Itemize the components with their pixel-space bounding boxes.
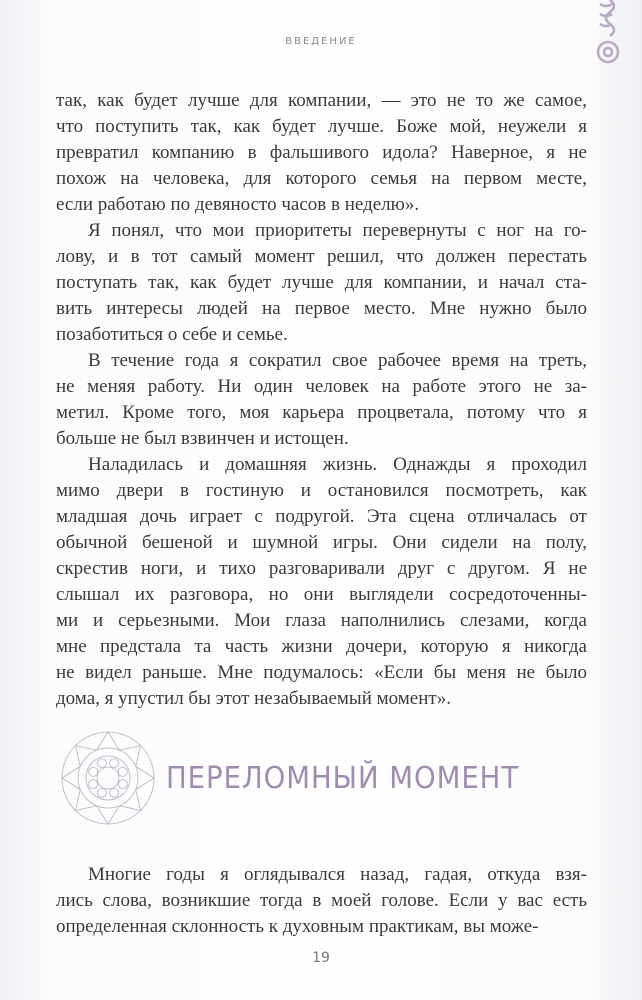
mandala-petal — [136, 767, 154, 790]
mandala-petal — [119, 789, 140, 810]
paragraph — [56, 452, 587, 712]
text-line: обычной бешеной и шумной игры. Они сидели на полу, — [56, 532, 587, 553]
text-line: поступать так, как будет лучше для компании, и начал ста- — [56, 272, 587, 293]
text-line: так, как будет лучше для компании, — это не то же самое, — [56, 90, 587, 111]
mandala-bead — [110, 788, 119, 797]
text-line: вить интересы людей на первое место. Мне нужно было — [56, 298, 587, 319]
mandala-bead — [97, 759, 106, 768]
text-line: слышал их разговора, но они выглядели сосредоточенны- — [56, 584, 587, 605]
mandala-icon — [58, 728, 158, 828]
running-head: ВВЕДЕНИЕ — [285, 36, 357, 47]
text-line: дома, я упустил бы этот незабываемый момент». — [56, 688, 451, 709]
text-line: не меняя работу. Ни один человек на работе этого не за- — [56, 376, 587, 397]
mandala-petal — [75, 745, 96, 766]
body-text-bottom — [56, 862, 587, 940]
text-line: если работаю по девяносто часов в неделю». — [56, 194, 420, 215]
text-line: Наладилась и домашняя жизнь. Однажды я проходил — [88, 454, 587, 475]
body-text-top — [56, 88, 587, 712]
mandala-bead — [97, 788, 106, 797]
mandala-bead — [118, 780, 127, 789]
text-line: лову, и в тот самый момент решил, что должен перестать — [56, 246, 587, 267]
section-heading-text: ПЕРЕЛОМНЫЙ МОМЕНТ — [166, 760, 520, 796]
paragraph — [56, 218, 587, 348]
text-line: похож на человека, для которого семья на первом месте, — [56, 168, 587, 189]
text-line: Многие годы я оглядывался назад, гадая, откуда взя- — [88, 864, 587, 885]
mandala-bead — [89, 767, 98, 776]
paragraph — [56, 862, 587, 940]
text-line: мимо двери в гостиную и остановился посмотреть, как — [56, 480, 587, 501]
page-number: 19 — [312, 950, 330, 966]
text-line: В течение года я сократил свое рабочее время на треть, — [88, 350, 587, 371]
text-line: превратил компанию в фальшивого идола? Наверное, я не — [56, 142, 587, 163]
text-line: лись слова, возникшие тогда в моей голове. Если у вас есть — [56, 890, 587, 911]
mandala-bead — [89, 780, 98, 789]
text-line: Я понял, что мои приоритеты перевернуты с ног на го- — [88, 220, 587, 241]
text-line: определенная склонность к духовным практикам, вы може- — [56, 916, 539, 937]
text-line: младшая дочь играет с подругой. Эта сцена отличалась от — [56, 506, 587, 527]
mandala-petal — [75, 789, 96, 810]
paragraph — [56, 88, 587, 218]
text-line: ми и серьезными. Мои глаза наполнились слезами, когда — [56, 610, 587, 631]
text-line: что поступить так, как будет лучше. Боже мой, неужели я — [56, 116, 587, 137]
text-line: больше не был взвинчен и истощен. — [56, 428, 349, 449]
mandala-petal — [119, 745, 140, 766]
section-heading — [58, 726, 550, 830]
text-line: мне предстала та часть жизни дочери, которую я никогда — [56, 636, 587, 657]
corner-ornament-icon — [590, 0, 630, 70]
mandala-petal — [62, 767, 80, 790]
text-line: скрестив ноги, и тихо разговаривали друг с другом. Я не — [56, 558, 587, 579]
mandala-petal — [97, 732, 120, 750]
text-line: позаботиться о себе и семье. — [56, 324, 288, 345]
text-line: не видел раньше. Мне подумалось: «Если бы меня не было — [56, 662, 587, 683]
paragraph — [56, 348, 587, 452]
mandala-bead — [110, 759, 119, 768]
text-line: метил. Кроме того, моя карьера процветала, потому что я — [56, 402, 587, 423]
mandala-petal — [97, 806, 120, 824]
mandala-bead — [118, 767, 127, 776]
